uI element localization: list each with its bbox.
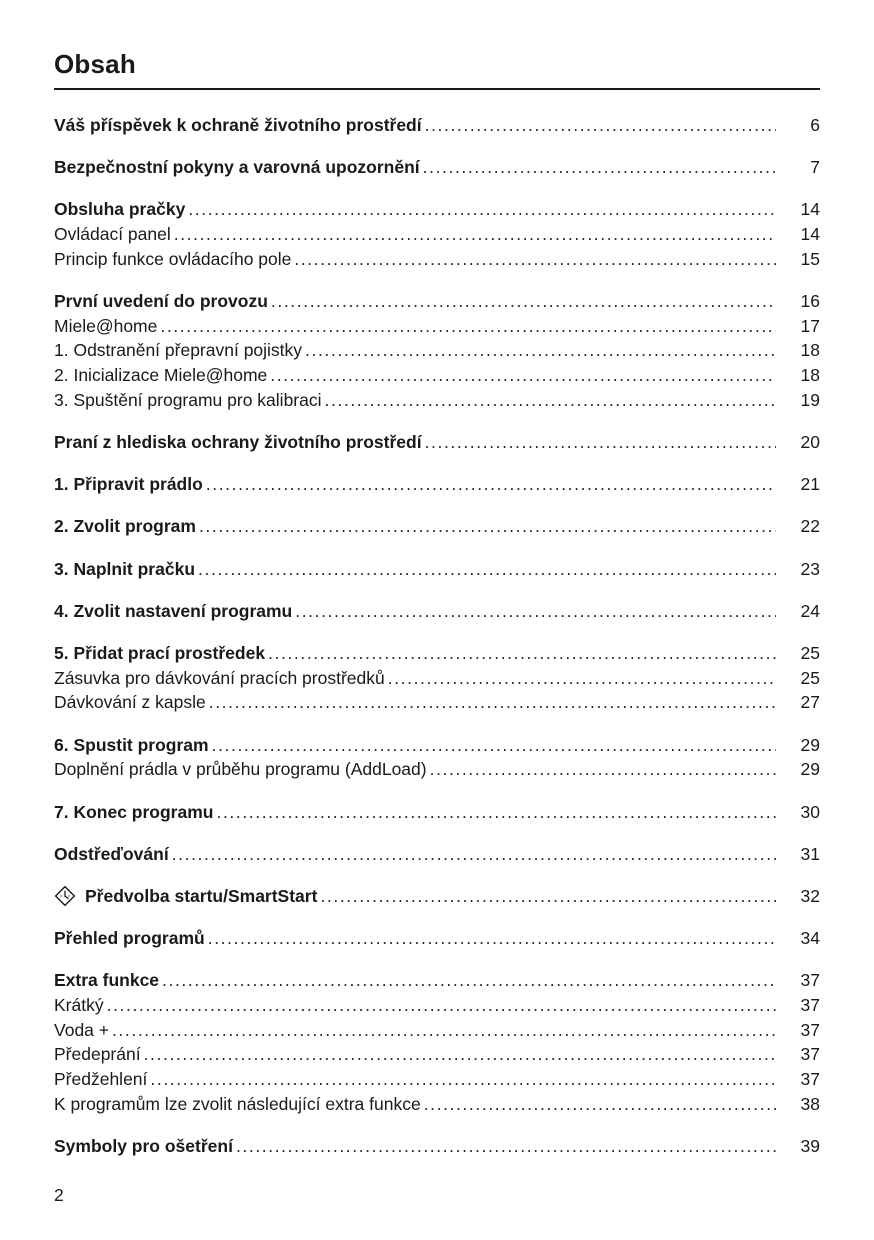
toc-entry-label: Zásuvka pro dávkování pracích prostředků xyxy=(54,667,385,688)
toc-entry xyxy=(54,557,820,582)
toc-entry-page-number: 18 xyxy=(800,340,820,361)
toc-entry-label: 6. Spustit program xyxy=(54,734,209,755)
toc-group xyxy=(54,926,820,951)
toc-entry-label: Dávkování z kapsle xyxy=(54,692,206,713)
toc-entry xyxy=(54,641,820,666)
toc-leader-dots xyxy=(199,514,776,539)
toc-entry-page-number: 21 xyxy=(800,474,820,495)
toc-leader-dots xyxy=(320,884,776,909)
toc-entry-label: Bezpečnostní pokyny a varovná upozornění xyxy=(54,157,420,178)
toc-entry xyxy=(54,197,820,222)
toc-entry-page-number: 32 xyxy=(800,885,820,906)
toc-entry-page-number: 16 xyxy=(800,291,820,312)
toc-group xyxy=(54,472,820,497)
toc-entry-page-number: 18 xyxy=(800,365,820,386)
toc-entry xyxy=(54,1092,820,1117)
toc-entry xyxy=(54,690,820,715)
toc-leader-dots xyxy=(216,800,776,825)
toc-entry-label: 5. Přidat prací prostředek xyxy=(54,643,266,664)
toc-group xyxy=(54,430,820,455)
toc-entry xyxy=(54,1042,820,1067)
toc-leader-dots xyxy=(294,247,776,272)
toc-entry xyxy=(54,884,820,909)
toc-entry-page-number: 31 xyxy=(800,843,820,864)
toc-entry xyxy=(54,289,820,314)
toc-entry-page-number: 29 xyxy=(800,759,820,780)
toc-entry-page-number: 7 xyxy=(810,157,820,178)
toc-entry xyxy=(54,1018,820,1043)
toc-entry-page-number: 23 xyxy=(800,558,820,579)
toc-leader-dots xyxy=(268,641,776,666)
toc-leader-dots xyxy=(112,1018,776,1043)
toc-leader-dots xyxy=(424,1092,776,1117)
toc-entry-page-number: 27 xyxy=(800,692,820,713)
toc-entry xyxy=(54,113,820,138)
toc-entry-page-number: 14 xyxy=(800,224,820,245)
toc-entry-label: Praní z hlediska ochrany životního prostředí xyxy=(54,432,422,453)
toc-list xyxy=(54,113,820,1159)
toc-entry xyxy=(54,155,820,180)
toc-entry-page-number: 17 xyxy=(800,315,820,336)
toc-entry-page-number: 22 xyxy=(800,516,820,537)
toc-entry-page-number: 15 xyxy=(800,248,820,269)
toc-leader-dots xyxy=(270,363,776,388)
toc-leader-dots xyxy=(388,666,776,691)
toc-entry-page-number: 20 xyxy=(800,432,820,453)
toc-entry-page-number: 34 xyxy=(800,928,820,949)
toc-entry xyxy=(54,757,820,782)
delay-start-clock-icon xyxy=(54,885,76,907)
toc-entry-label: Předžehlení xyxy=(54,1069,148,1090)
toc-entry-label: 3. Naplnit pračku xyxy=(54,558,196,579)
toc-entry xyxy=(54,363,820,388)
toc-entry-page-number: 37 xyxy=(800,970,820,991)
toc-entry-label: 2. Inicializace Miele@home xyxy=(54,365,268,386)
toc-entry-page-number: 6 xyxy=(810,115,820,135)
toc-entry xyxy=(54,1134,820,1159)
toc-leader-dots xyxy=(425,113,776,138)
toc-entry-label: Symboly pro ošetření xyxy=(54,1136,233,1157)
toc-entry-page-number: 25 xyxy=(800,643,820,664)
toc-leader-dots xyxy=(208,926,776,951)
toc-entry-label: Princip funkce ovládacího pole xyxy=(54,248,292,269)
toc-entry-label: Odstřeďování xyxy=(54,843,169,864)
toc-entry-page-number: 14 xyxy=(800,199,820,220)
toc-leader-dots xyxy=(206,472,776,497)
toc-group xyxy=(54,113,820,138)
toc-leader-dots xyxy=(212,733,776,758)
toc-entry xyxy=(54,1067,820,1092)
toc-leader-dots xyxy=(144,1042,776,1067)
toc-entry-label: Váš příspěvek k ochraně životního prostředí xyxy=(54,115,422,135)
toc-entry-page-number: 37 xyxy=(800,995,820,1016)
toc-leader-dots xyxy=(430,757,776,782)
toc-leader-dots xyxy=(325,388,777,413)
toc-group xyxy=(54,968,820,1116)
footer-page-number: 2 xyxy=(54,1185,64,1205)
toc-group xyxy=(54,557,820,582)
toc-group xyxy=(54,599,820,624)
toc-entry-page-number: 29 xyxy=(800,734,820,755)
toc-entry-label: Předvolba startu/SmartStart xyxy=(85,885,318,906)
toc-entry-label: 2. Zvolit program xyxy=(54,516,196,537)
toc-entry xyxy=(54,472,820,497)
toc-group xyxy=(54,155,820,180)
toc-entry-page-number: 38 xyxy=(800,1093,820,1114)
toc-entry-page-number: 37 xyxy=(800,1069,820,1090)
toc-leader-dots xyxy=(107,993,776,1018)
toc-entry xyxy=(54,993,820,1018)
toc-entry-label: Obsluha pračky xyxy=(54,199,186,220)
toc-group xyxy=(54,1134,820,1159)
toc-entry xyxy=(54,968,820,993)
toc-entry-page-number: 37 xyxy=(800,1044,820,1065)
toc-leader-dots xyxy=(150,1067,776,1092)
toc-group xyxy=(54,884,820,909)
toc-entry xyxy=(54,842,820,867)
toc-leader-dots xyxy=(423,155,776,180)
toc-entry-label: Extra funkce xyxy=(54,970,160,991)
toc-entry-label: Přehled programů xyxy=(54,928,205,949)
toc-leader-dots xyxy=(174,222,776,247)
toc-entry-label: 4. Zvolit nastavení programu xyxy=(54,600,293,621)
toc-entry xyxy=(54,388,820,413)
toc-entry-label: Krátký xyxy=(54,995,104,1016)
toc-leader-dots xyxy=(295,599,776,624)
toc-group xyxy=(54,514,820,539)
toc-entry xyxy=(54,800,820,825)
toc-leader-dots xyxy=(160,314,776,339)
toc-entry-page-number: 37 xyxy=(800,1019,820,1040)
toc-leader-dots xyxy=(172,842,776,867)
page-title: Obsah xyxy=(54,49,136,79)
toc-entry xyxy=(54,430,820,455)
toc-entry-label: 3. Spuštění programu pro kalibraci xyxy=(54,389,322,410)
toc-entry-label: Doplnění prádla v průběhu programu (AddLoad) xyxy=(54,759,427,780)
toc-entry-label: Miele@home xyxy=(54,315,158,336)
toc-entry-label: 1. Odstranění přepravní pojistky xyxy=(54,340,303,361)
toc-leader-dots xyxy=(305,338,776,363)
title-rule xyxy=(54,88,820,90)
toc-entry xyxy=(54,599,820,624)
toc-entry-page-number: 24 xyxy=(800,600,820,621)
toc-leader-dots xyxy=(198,557,776,582)
toc-group xyxy=(54,800,820,825)
toc-entry-label: První uvedení do provozu xyxy=(54,291,268,312)
toc-entry-page-number: 39 xyxy=(800,1136,820,1157)
toc-entry-page-number: 19 xyxy=(800,389,820,410)
toc-entry xyxy=(54,247,820,272)
toc-leader-dots xyxy=(236,1134,776,1159)
toc-group xyxy=(54,197,820,271)
toc-group xyxy=(54,641,820,715)
toc-entry-label: 1. Připravit prádlo xyxy=(54,474,203,495)
toc-group xyxy=(54,842,820,867)
toc-group xyxy=(54,733,820,782)
toc-entry-label: 7. Konec programu xyxy=(54,801,214,822)
toc-entry xyxy=(54,222,820,247)
toc-entry xyxy=(54,514,820,539)
toc-entry xyxy=(54,666,820,691)
toc-leader-dots xyxy=(425,430,776,455)
toc-entry-label: Předeprání xyxy=(54,1044,141,1065)
toc-entry xyxy=(54,338,820,363)
toc-entry-label: K programům lze zvolit následující extra funkce xyxy=(54,1093,421,1114)
toc-entry xyxy=(54,314,820,339)
toc-entry xyxy=(54,733,820,758)
toc-entry-label: Ovládací panel xyxy=(54,224,171,245)
toc-entry-label: Voda + xyxy=(54,1019,109,1040)
toc-leader-dots xyxy=(209,690,776,715)
toc-leader-dots xyxy=(162,968,776,993)
toc-entry xyxy=(54,926,820,951)
toc-leader-dots xyxy=(271,289,776,314)
toc-group xyxy=(54,289,820,413)
toc-entry-page-number: 25 xyxy=(800,667,820,688)
toc-leader-dots xyxy=(188,197,776,222)
toc-entry-page-number: 30 xyxy=(800,801,820,822)
